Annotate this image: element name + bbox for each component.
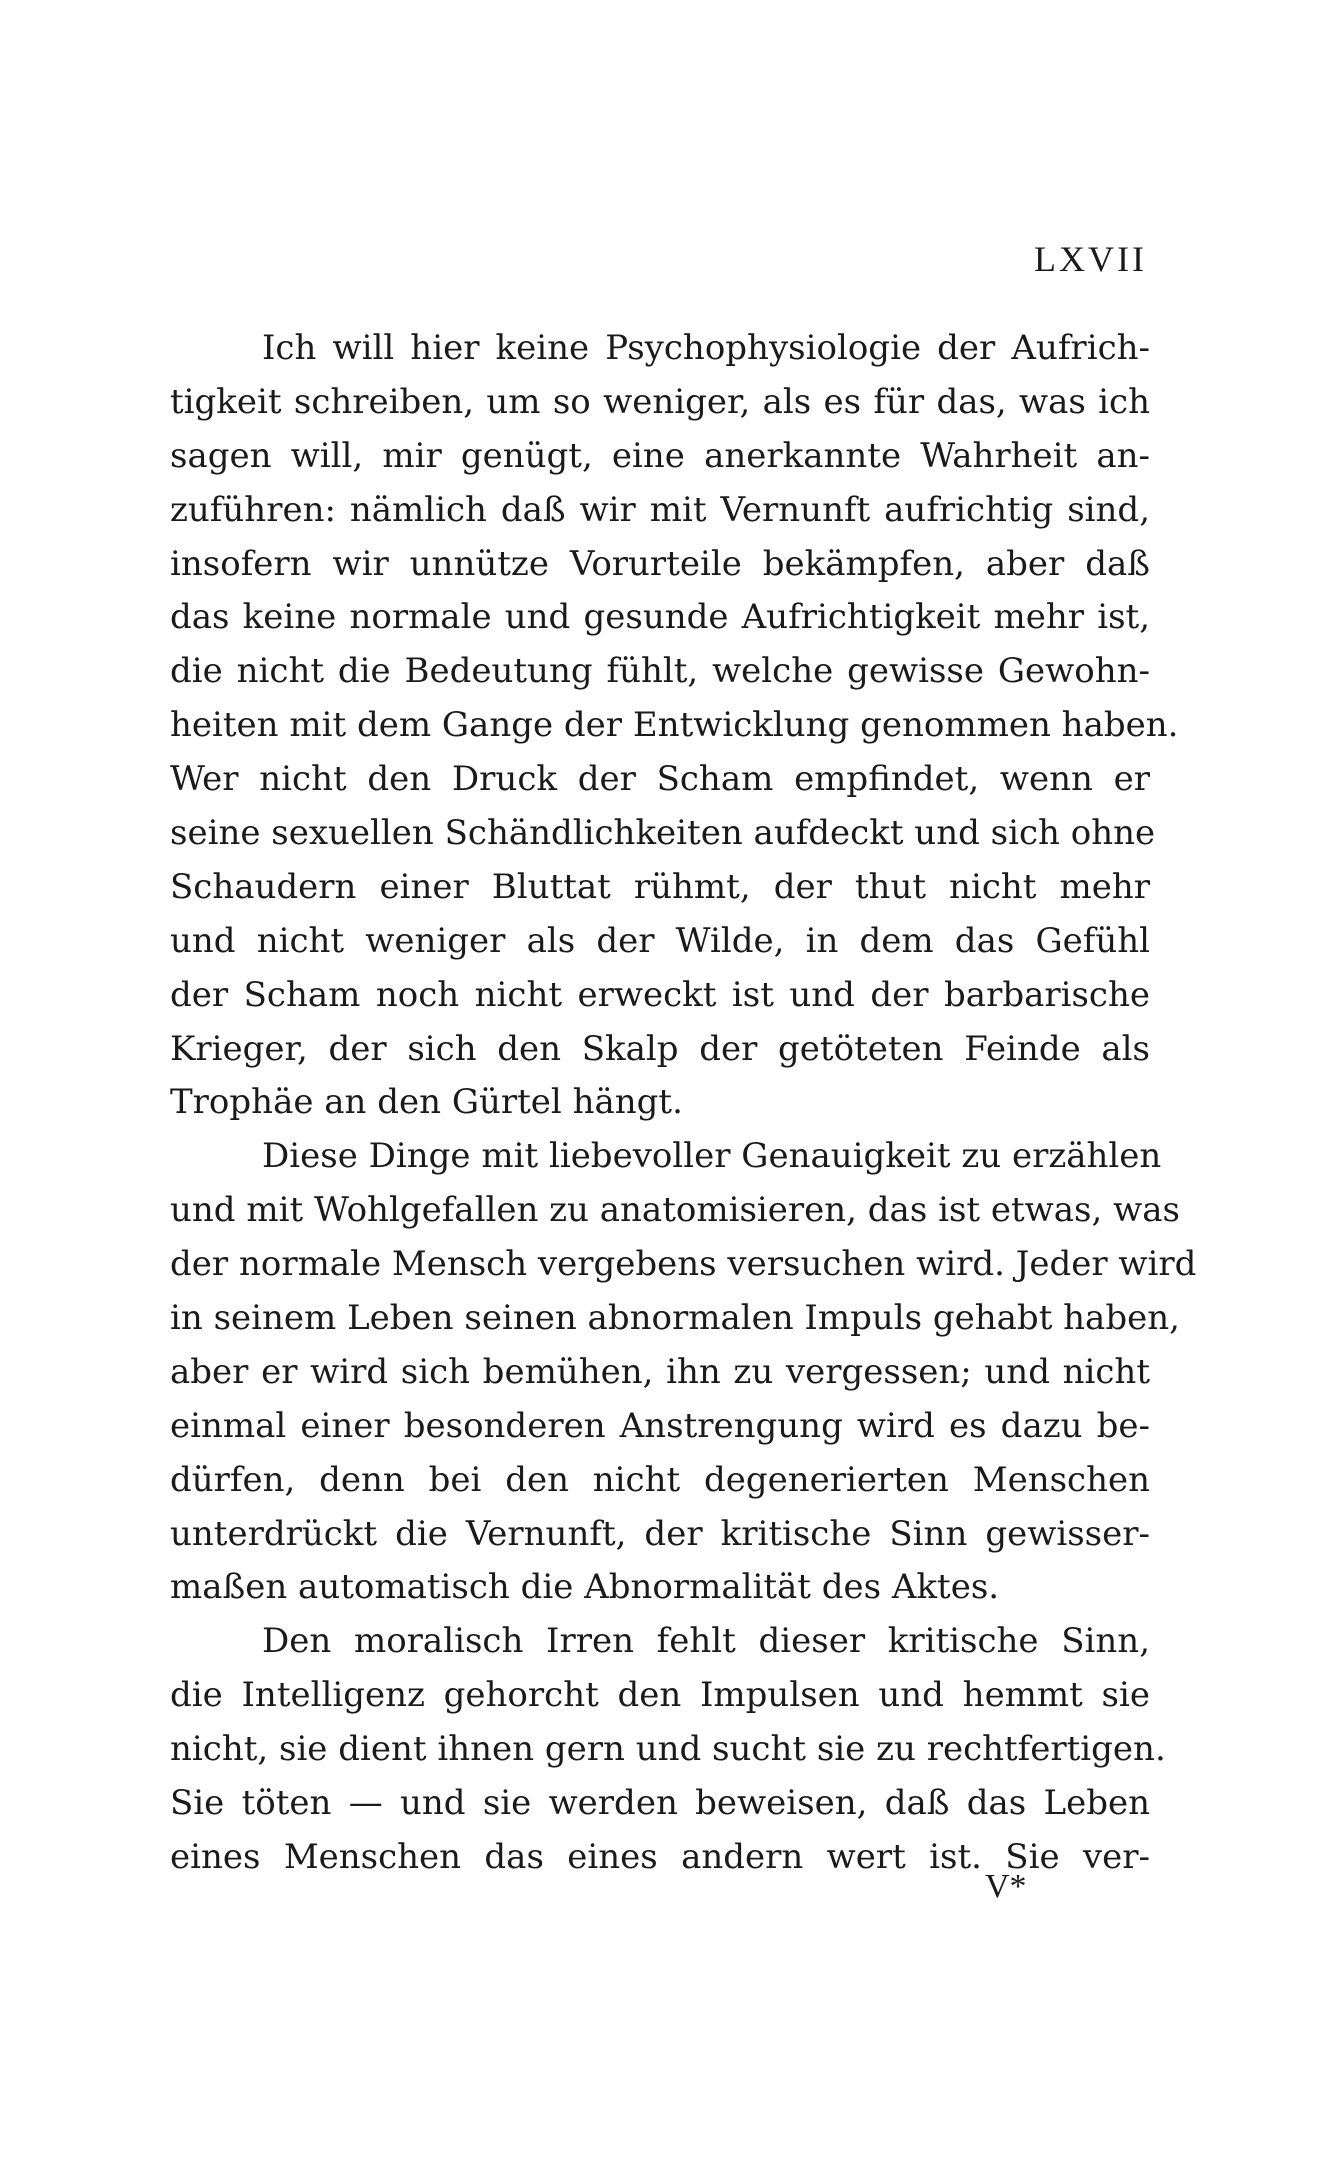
- text-line: Diese Dinge mit liebevoller Genauigkeit zu erzählen: [262, 1136, 1162, 1177]
- text-line: seine sexuellen Schändlichkeiten aufdeckt und sich ohne: [170, 813, 1156, 854]
- text-line: Krieger, der sich den Skalp der getöteten Feinde als: [170, 1028, 1150, 1069]
- text-line: Wer nicht den Druck der Scham empfindet, wenn er: [170, 759, 1150, 800]
- text-line: insofern wir unnütze Vorurteile bekämpfen, aber daß: [170, 543, 1150, 584]
- text-line: Schaudern einer Bluttat rühmt, der thut nicht mehr: [170, 866, 1150, 907]
- text-line: Trophäe an den Gürtel hängt.: [170, 1082, 683, 1123]
- text-line: Ich will hier keine Psychophysiologie der Aufrich-: [262, 328, 1150, 368]
- text-line: einmal einer besonderen Anstrengung wird es dazu be-: [170, 1405, 1150, 1446]
- paragraph-1: [170, 322, 1179, 1130]
- text-line: die Intelligenz gehorcht den Impulsen und hemmt sie: [170, 1675, 1150, 1716]
- text-line: der normale Mensch vergebens versuchen wird. Jeder wird: [170, 1244, 1197, 1285]
- text-line: tigkeit schreiben, um so weniger, als es für das, was ich: [170, 381, 1150, 422]
- text-line: sagen will, mir genügt, eine anerkannte Wahrheit an-: [170, 435, 1150, 476]
- text-line: aber er wird sich bemühen, ihn zu vergessen; und nicht: [170, 1351, 1150, 1392]
- text-line: der Scham noch nicht erweckt ist und der barbarische: [170, 974, 1150, 1015]
- text-line: nicht, sie dient ihnen gern und sucht sie zu rechtfertigen.: [170, 1729, 1166, 1770]
- text-line: und mit Wohlgefallen zu anatomisieren, das ist etwas, was: [170, 1190, 1180, 1231]
- text-line: maßen automatisch die Abnormalität des Aktes.: [170, 1567, 1000, 1608]
- text-line: unterdrückt die Vernunft, der kritische Sinn gewisser-: [170, 1513, 1150, 1554]
- text-line: heiten mit dem Gange der Entwicklung genommen haben.: [170, 705, 1179, 746]
- text-line: das keine normale und gesunde Aufrichtigkeit mehr ist,: [170, 597, 1150, 638]
- page-number: LXVII: [1034, 239, 1147, 279]
- text-line: die nicht die Bedeutung fühlt, welche gewisse Gewohn-: [170, 651, 1150, 692]
- paragraph-3: [170, 1615, 1166, 1884]
- text-line: Sie töten — und sie werden beweisen, daß das Leben: [170, 1783, 1150, 1824]
- text-line: Den moralisch Irren fehlt dieser kritische Sinn,: [262, 1621, 1150, 1662]
- body-text: [170, 322, 1197, 1885]
- text-line: in seinem Leben seinen abnormalen Impuls gehabt haben,: [170, 1298, 1180, 1339]
- signature-mark: V*: [985, 1868, 1027, 1905]
- text-line: und nicht weniger als der Wilde, in dem das Gefühl: [170, 920, 1150, 961]
- text-line: zuführen: nämlich daß wir mit Vernunft aufrichtig sind,: [170, 489, 1150, 530]
- paragraph-2: [170, 1130, 1197, 1615]
- text-line: dürfen, denn bei den nicht degenerierten Menschen: [170, 1459, 1150, 1500]
- text-line: eines Menschen das eines andern wert ist. Sie ver-: [170, 1836, 1150, 1877]
